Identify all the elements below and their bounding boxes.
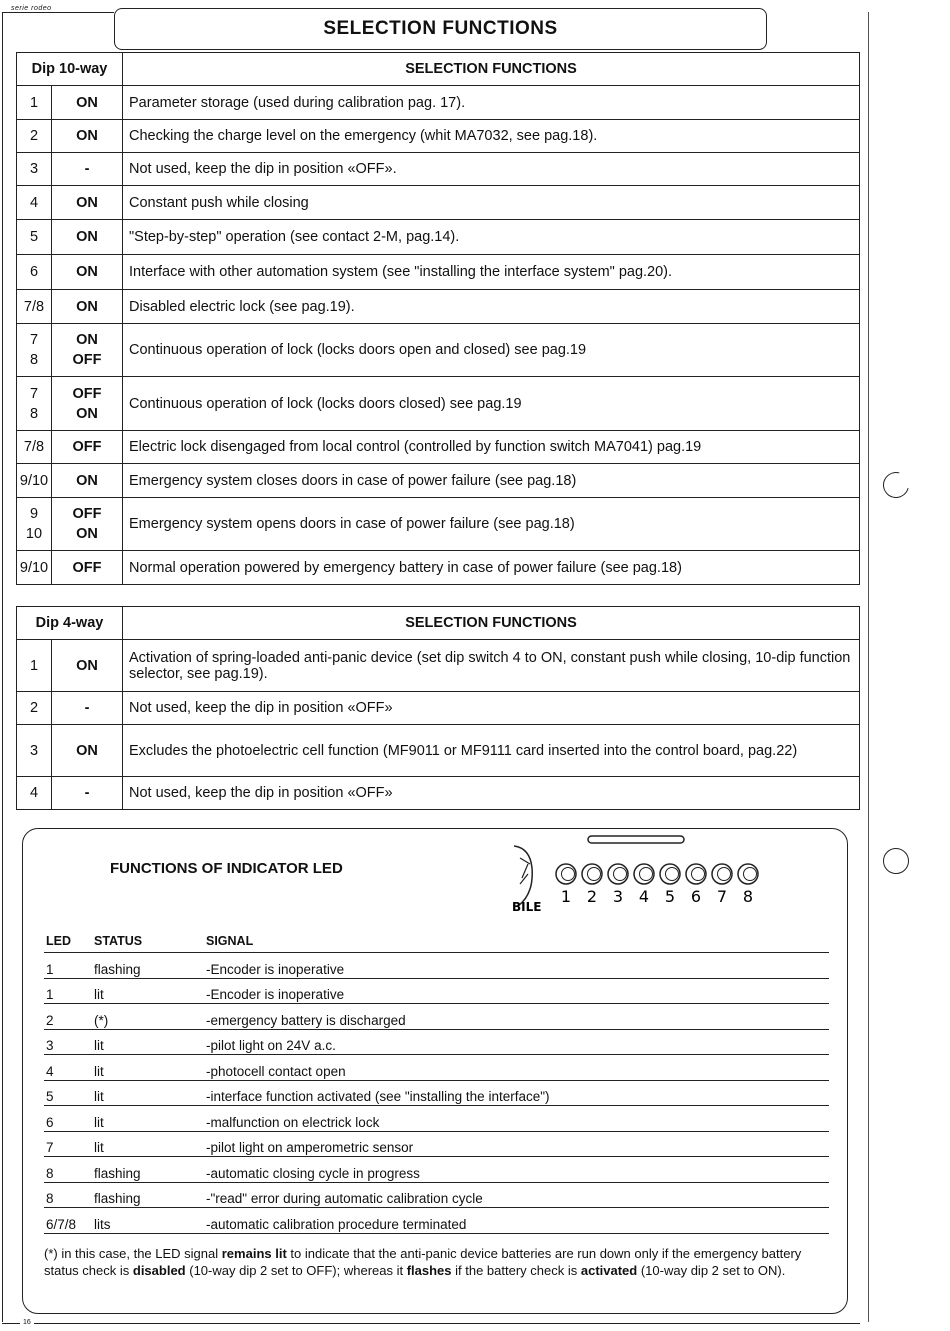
led-row xyxy=(44,1029,829,1055)
dip-state xyxy=(52,551,123,585)
led-graphic-label: BILE xyxy=(512,900,542,914)
led-number: 5 xyxy=(44,1080,92,1106)
function-description: Electric lock disengaged from local control (controlled by function switch MA7041) pag.19 xyxy=(123,431,860,464)
dip-state-value: OFF xyxy=(72,385,102,402)
led-status: flashing xyxy=(92,1157,204,1183)
footnote-emphasis: flashes xyxy=(406,1263,452,1278)
dip-state xyxy=(52,377,123,431)
dip-number-value: 1 xyxy=(29,657,39,674)
dip-number xyxy=(17,464,52,498)
table-row xyxy=(17,551,860,585)
led-lamp-icon xyxy=(608,864,628,884)
table-row xyxy=(17,464,860,498)
dip-state xyxy=(52,86,123,120)
led-number: 8 xyxy=(44,1182,92,1208)
series-label: serie rodeo xyxy=(8,5,55,12)
table-row xyxy=(17,324,860,377)
footer-rule xyxy=(2,1323,860,1324)
selection-functions-header: SELECTION FUNCTIONS xyxy=(123,53,860,86)
page-number: 16 xyxy=(20,1319,34,1326)
led-number-label: 3 xyxy=(612,887,624,906)
dip-state-value: ON xyxy=(76,298,98,315)
function-description: "Step-by-step" operation (see contact 2-M, pag.14). xyxy=(123,220,860,255)
footnote-text: (10-way dip 2 set to OFF); whereas it xyxy=(185,1263,407,1278)
function-description: Not used, keep the dip in position «OFF». xyxy=(123,153,860,186)
led-number: 2 xyxy=(44,1004,92,1030)
footnote-text: (*) in this case, the LED signal xyxy=(44,1246,222,1261)
led-lamp-inner-icon xyxy=(692,868,705,881)
led-status: lit xyxy=(92,1106,204,1132)
dip-state xyxy=(52,692,123,725)
dip-4-header: Dip 4-way xyxy=(17,607,123,640)
table-row xyxy=(17,290,860,324)
dip-state-value: ON xyxy=(76,94,98,111)
dip-state xyxy=(52,725,123,777)
dip-number xyxy=(17,290,52,324)
led-signal: -automatic closing cycle in progress xyxy=(204,1157,829,1183)
dip-number xyxy=(17,640,52,692)
dip-state-value: OFF xyxy=(72,352,102,368)
led-lamp-inner-icon xyxy=(614,868,627,881)
led-lamp-inner-icon xyxy=(640,868,653,881)
led-number-label: 8 xyxy=(742,887,754,906)
dip-number xyxy=(17,153,52,186)
dip-number-value: 8 xyxy=(29,405,39,422)
dip-number xyxy=(17,377,52,431)
dip-state-value: ON xyxy=(76,332,98,348)
table-row xyxy=(17,692,860,725)
led-row xyxy=(44,1004,829,1030)
function-description: Parameter storage (used during calibration pag. 17). xyxy=(123,86,860,120)
led-number: 8 xyxy=(44,1157,92,1183)
dip-state-value: ON xyxy=(76,128,98,144)
dip-state xyxy=(52,255,123,290)
table-row xyxy=(17,86,860,120)
led-lamp-inner-icon xyxy=(718,868,731,881)
dip-number-value: 7/8 xyxy=(23,439,45,455)
led-lamp-icon xyxy=(582,864,602,884)
function-description: Continuous operation of lock (locks doors open and closed) see pag.19 xyxy=(123,324,860,377)
dip-number-value: 6 xyxy=(29,264,39,280)
dip-state-value: OFF xyxy=(72,559,102,576)
dip-number xyxy=(17,498,52,551)
table-row xyxy=(17,255,860,290)
function-description: Emergency system opens doors in case of power failure (see pag.18) xyxy=(123,498,860,551)
dip-state-value: ON xyxy=(76,526,98,542)
dip-state xyxy=(52,431,123,464)
dip-number-value: 7 xyxy=(29,385,39,402)
led-row xyxy=(44,1131,829,1157)
footnote-emphasis: disabled xyxy=(132,1263,186,1278)
dip-state-value: OFF xyxy=(72,506,102,522)
dip-number-value: 9 xyxy=(29,506,39,522)
function-description: Activation of spring-loaded anti-panic device (set dip switch 4 to ON, constant push while closing, 10-dip function selector, see pag.19). xyxy=(123,640,860,692)
left-frame-rule xyxy=(2,12,7,1322)
table-row xyxy=(17,640,860,692)
led-number: 1 xyxy=(44,978,92,1004)
dip-number xyxy=(17,324,52,377)
dip-number-value: 3 xyxy=(29,742,39,759)
dip-number-value: 9/10 xyxy=(19,472,49,489)
right-frame-rule xyxy=(868,12,869,1322)
dip-number-value: 3 xyxy=(29,161,39,177)
table-row xyxy=(17,725,860,777)
dip-state-value: ON xyxy=(76,229,98,245)
led-row xyxy=(44,1055,829,1081)
table-row xyxy=(17,153,860,186)
led-signal: -pilot light on amperometric sensor xyxy=(204,1131,829,1157)
dip-state xyxy=(52,153,123,186)
status-col-header: STATUS xyxy=(92,930,204,953)
led-lamp-inner-icon xyxy=(744,868,757,881)
dip-state xyxy=(52,186,123,220)
function-description: Interface with other automation system (see "installing the interface system" pag.20). xyxy=(123,255,860,290)
led-number-label: 4 xyxy=(638,887,650,906)
footnote-text: to indicate that the anti-panic device batteries are run down only if the emergency battery status check is xyxy=(44,1246,802,1278)
led-panel-title: FUNCTIONS OF INDICATOR LED xyxy=(110,860,343,877)
dip-number-value: 8 xyxy=(29,352,39,368)
dip-number xyxy=(17,777,52,810)
function-description: Constant push while closing xyxy=(123,186,860,220)
dip-number xyxy=(17,255,52,290)
led-row xyxy=(44,978,829,1004)
led-status: flashing xyxy=(92,953,204,979)
footnote-emphasis: activated xyxy=(580,1263,638,1278)
led-number: 6/7/8 xyxy=(44,1208,92,1234)
dip-state xyxy=(52,464,123,498)
dip-state xyxy=(52,777,123,810)
table-row xyxy=(17,431,860,464)
led-number-label: 1 xyxy=(560,887,572,906)
led-lamp-inner-icon xyxy=(562,868,575,881)
led-status: (*) xyxy=(92,1004,204,1030)
signal-col-header: SIGNAL xyxy=(204,930,829,953)
binder-hole-icon xyxy=(878,467,914,503)
dip-number-value: 4 xyxy=(29,785,39,801)
dip-4-way-table xyxy=(16,606,860,810)
dip-10-header: Dip 10-way xyxy=(17,53,123,86)
dip-state-value: - xyxy=(84,161,90,177)
led-number: 3 xyxy=(44,1029,92,1055)
dip-number xyxy=(17,431,52,464)
led-number: 4 xyxy=(44,1055,92,1081)
table-row xyxy=(17,120,860,153)
dip-number-value: 1 xyxy=(29,94,39,111)
dip-number xyxy=(17,692,52,725)
footnote-text: (10-way dip 2 set to ON). xyxy=(637,1263,786,1278)
dip-number-value: 4 xyxy=(29,194,39,211)
dip-number xyxy=(17,551,52,585)
function-description: Continuous operation of lock (locks doors closed) see pag.19 xyxy=(123,377,860,431)
dip-number xyxy=(17,86,52,120)
dip-number xyxy=(17,120,52,153)
led-lamp-inner-icon xyxy=(588,868,601,881)
dip-number-value: 7/8 xyxy=(23,298,45,315)
function-description: Excludes the photoelectric cell function (MF9011 or MF9111 card inserted into the control board, pag.22) xyxy=(123,725,860,777)
dip-state-value: - xyxy=(84,785,90,801)
led-status: lit xyxy=(92,1131,204,1157)
dip-number-value: 2 xyxy=(29,128,39,144)
led-number-label: 5 xyxy=(664,887,676,906)
led-signal: -"read" error during automatic calibration cycle xyxy=(204,1182,829,1208)
led-lamp-icon xyxy=(738,864,758,884)
dip-10-way-table xyxy=(16,52,860,585)
function-description: Emergency system closes doors in case of power failure (see pag.18) xyxy=(123,464,860,498)
dip-state xyxy=(52,324,123,377)
led-status: flashing xyxy=(92,1182,204,1208)
page-title xyxy=(114,8,767,50)
table-row xyxy=(17,220,860,255)
dip-state-value: ON xyxy=(76,657,98,674)
dip-number xyxy=(17,220,52,255)
dip-state-value: ON xyxy=(76,194,98,211)
dip-number-value: 9/10 xyxy=(19,559,49,576)
dip-state xyxy=(52,290,123,324)
dip-state-value: OFF xyxy=(72,439,102,455)
function-description: Not used, keep the dip in position «OFF» xyxy=(123,692,860,725)
led-lamp-icon xyxy=(634,864,654,884)
led-lamp-icon xyxy=(660,864,680,884)
table-row xyxy=(17,186,860,220)
table-row xyxy=(17,498,860,551)
led-col-header: LED xyxy=(44,930,92,953)
dip-number xyxy=(17,186,52,220)
led-number: 7 xyxy=(44,1131,92,1157)
led-row xyxy=(44,1106,829,1132)
dip-state-value: - xyxy=(84,700,90,716)
dip-state-value: ON xyxy=(76,472,98,489)
selection-functions-header: SELECTION FUNCTIONS xyxy=(123,607,860,640)
header-rule xyxy=(2,12,114,13)
led-lamp-icon xyxy=(686,864,706,884)
dip-number-value: 7 xyxy=(29,332,39,348)
led-row xyxy=(44,1080,829,1106)
dip-state xyxy=(52,120,123,153)
led-number-label: 7 xyxy=(716,887,728,906)
dip-number-value: 2 xyxy=(29,700,39,716)
led-number-label: 6 xyxy=(690,887,702,906)
led-status: lit xyxy=(92,1080,204,1106)
led-signal: -Encoder is inoperative xyxy=(204,978,829,1004)
led-row xyxy=(44,953,829,979)
led-signal: -emergency battery is discharged xyxy=(204,1004,829,1030)
footnote-text: if the battery check is xyxy=(451,1263,581,1278)
dip-state-value: ON xyxy=(76,264,98,280)
led-row xyxy=(44,1208,829,1234)
dip-number-value: 5 xyxy=(29,229,39,245)
dip-state-value: ON xyxy=(76,405,98,422)
led-functions-table xyxy=(44,930,829,1234)
dip-number-value: 10 xyxy=(25,526,43,542)
function-description: Not used, keep the dip in position «OFF» xyxy=(123,777,860,810)
led-lamp-inner-icon xyxy=(666,868,679,881)
led-board-graphic xyxy=(510,834,770,924)
led-status: lits xyxy=(92,1208,204,1234)
led-signal: -photocell contact open xyxy=(204,1055,829,1081)
function-description: Disabled electric lock (see pag.19). xyxy=(123,290,860,324)
led-signal: -automatic calibration procedure terminated xyxy=(204,1208,829,1234)
led-signal: -Encoder is inoperative xyxy=(204,953,829,979)
page-title-text: SELECTION FUNCTIONS xyxy=(323,18,558,39)
led-lamp-icon xyxy=(556,864,576,884)
led-footnote xyxy=(44,1245,829,1279)
dip-state-value: ON xyxy=(76,742,98,759)
led-row xyxy=(44,1182,829,1208)
dip-state xyxy=(52,640,123,692)
led-signal: -malfunction on electrick lock xyxy=(204,1106,829,1132)
led-number-label: 2 xyxy=(586,887,598,906)
led-status: lit xyxy=(92,1055,204,1081)
dip-number xyxy=(17,725,52,777)
led-signal: -pilot light on 24V a.c. xyxy=(204,1029,829,1055)
function-description: Normal operation powered by emergency battery in case of power failure (see pag.18) xyxy=(123,551,860,585)
led-lamp-icon xyxy=(712,864,732,884)
footnote-emphasis: remains lit xyxy=(221,1246,287,1261)
led-row xyxy=(44,1157,829,1183)
dip-state xyxy=(52,498,123,551)
dip-state xyxy=(52,220,123,255)
led-status: lit xyxy=(92,1029,204,1055)
led-number: 1 xyxy=(44,953,92,979)
led-signal: -interface function activated (see "installing the interface") xyxy=(204,1080,829,1106)
led-status: lit xyxy=(92,978,204,1004)
table-row xyxy=(17,377,860,431)
function-description: Checking the charge level on the emergency (whit MA7032, see pag.18). xyxy=(123,120,860,153)
led-number: 6 xyxy=(44,1106,92,1132)
table-row xyxy=(17,777,860,810)
binder-hole-icon xyxy=(883,848,909,874)
